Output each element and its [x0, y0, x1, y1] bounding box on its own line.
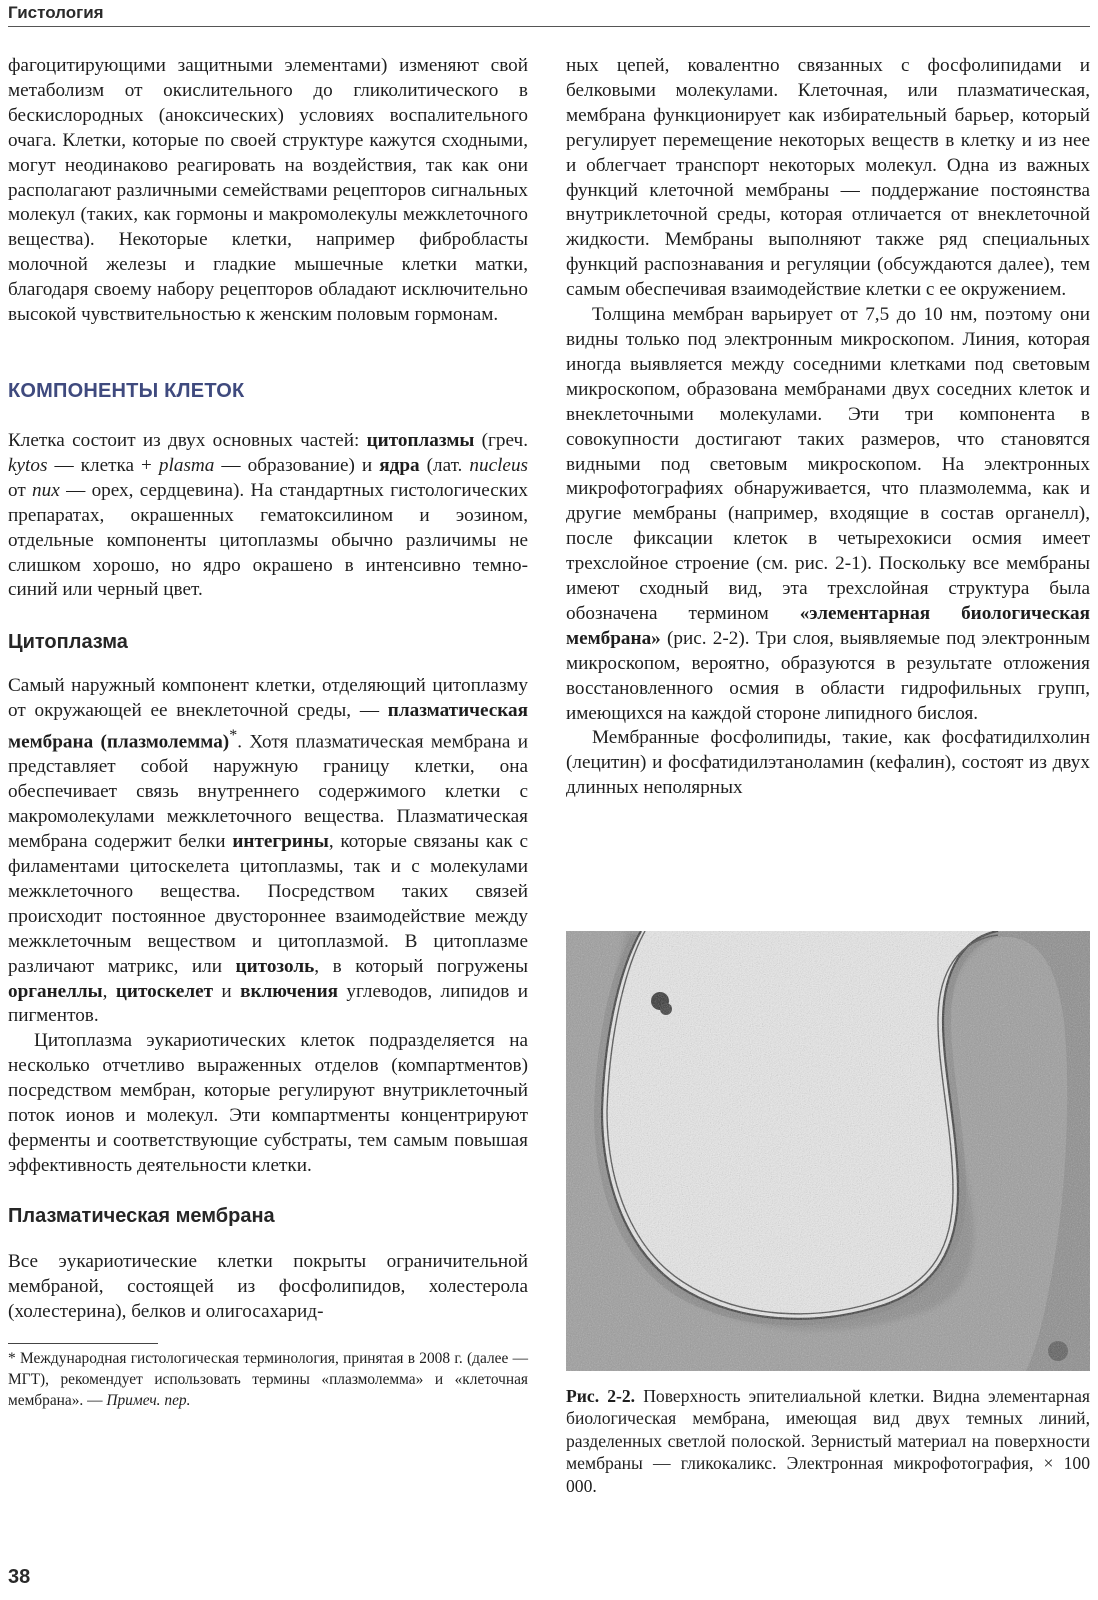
figure-caption — [566, 1385, 1090, 1497]
micrograph-image — [566, 931, 1090, 1371]
paragraph-cytoplasm-1: Самый наружный компонент клетки, отделяющий цитоплазму от окружающей ее внеклеточной среды, — плазматическая мембрана (плазмолемма)*. Хотя плазматическая мембрана и представляет собой наружную границу клетки, она обеспечивает связь внутреннего содержимого клетки с макромолекулами межклеточного вещества. Плазматическая мембрана содержит белки интегрины, которые связаны как с филаментами цитоскелета цитоплазмы, так и с молекулами межклеточного вещества. Посредством таких связей происходит постоянное двустороннее взаимодействие между межклеточным веществом и цитоплазмой. В цитоплазме различают матрикс, или цитозоль, в который погружены органеллы, цитоскелет и включения углеводов, липидов и пигментов. — [8, 675, 528, 1027]
paragraph-cytoplasm-2: Цитоплазма эукариотических клеток подразделяется на несколько отчетливо выраженных отделов (компартментов) посредством мембран, которые регулируют внутриклеточный поток ионов и молекул. Эти компартменты концентрируют ферменты и соответствующие субстраты, тем самым повышая эффективность деятельности клетки. — [8, 1030, 528, 1176]
footnote: * Международная гистологическая терминология, принятая в 2008 г. (далее — МГТ), рекомендует использовать термины «плазмолемма» и «клеточная мембрана». — Примеч. пер. — [8, 1349, 528, 1409]
page-number: 38 — [8, 1566, 31, 1588]
figure-caption-text: Поверхность эпителиальной клетки. Видна элементарная биологическая мембрана, имеющая вид двух темных линий, разделенных светлой полоской. Зернистый материал на поверхности мембраны — гликокаликс. Электронная микрофотография, × 100 000. — [566, 1386, 1090, 1496]
subsection-heading-cytoplasm: Цитоплазма — [8, 631, 128, 654]
running-head — [8, 0, 1090, 27]
running-head-title: Гистология — [8, 3, 104, 22]
paragraph-intro: фагоцитирующими защитными элементами) изменяют свой метаболизм от окислительного до гликолитического в бескислородных (аноксических) условиях воспалительного очага. Клетки, которые по своей структуре кажутся сходными, могут неодинаково реагировать на воздействия, так как они располагают различными семействами рецепторов сигнальных молекул (таких, как гормоны и макромолекулы межклеточного вещества). Некоторые клетки, например фибробласты молочной железы и гладкие мышечные клетки матки, благодаря своему набору рецепторов обладают исключительно высокой чувствительностью к женским половым гормонам. — [8, 55, 528, 326]
footnote-marker: * — [229, 727, 238, 745]
paragraph-phospholipids: Мембранные фосфолипиды, такие, как фосфатидилхолин (лецитин) и фосфатидилэтаноламин (кефалин), состоят из двух длинных неполярных — [566, 727, 1090, 799]
paragraph-membrane-thickness: Толщина мембран варьирует от 7,5 до 10 нм, поэтому они видны только под электронным микроскопом. Линия, которая иногда выявляется между соседними клетками под световым микроскопом, образована мембранами двух соседних клеток и внеклеточными молекулами. Эти три компонента в совокупности достигают таких размеров, что становятся видными под световым микроскопом. На электронных микрофотографиях обнаруживается, что плазмолемма, как и другие мембраны (например, входящие в состав органелл), после фиксации клеток в четырехокиси осмия имеет трехслойное строение (см. рис. 2-1). Поскольку все мембраны имеют сходный вид, эта трехслойная структура была обозначена термином «элементарная биологическая мембрана» (рис. 2-2). Три слоя, выявляемые под электронным микроскопом, вероятно, образуются в результате отложения восстановленного осмия в области гидрофильных групп, имеющихся на каждой стороне липидного бислоя. — [566, 304, 1091, 724]
electron-micrograph-figure — [566, 931, 1090, 1371]
paragraph-membrane-function: ных цепей, ковалентно связанных с фосфолипидами и белковыми молекулами. Клеточная, или плазматическая, мембрана функционирует как избирательный барьер, который регулирует перемещение некоторых веществ в клетку и из нее и облегчает транспорт некоторых молекул. Одна из важных функций клеточной мембраны — поддержание постоянства внутриклеточной среды, которая отличается от внеклеточной жидкости. Мембраны выполняют также ряд специальных функций распознавания и регуляции (обсуждаются далее), тем самым обеспечивая взаимодействие клетки с ее окружением. — [566, 55, 1090, 301]
left-column — [8, 54, 528, 1411]
footnote-divider — [8, 1343, 158, 1344]
paragraph-components: Клетка состоит из двух основных частей: цитоплазмы (греч. kytos — клетка + plasma — образование) и ядра (лат. nucleus от nux — орех, сердцевина). На стандартных гистологических препаратах, окрашенных гематоксилином и эозином, отдельные компоненты цитоплазмы обычно различимы не слишком хорошо, но ядро окрашено в интенсивно темно-синий или черный цвет. — [8, 429, 529, 601]
figure-label: Рис. 2-2. — [566, 1386, 636, 1406]
right-column — [566, 54, 1090, 801]
paragraph-plasma-membrane: Все эукариотические клетки покрыты ограничительной мембраной, состоящей из фосфолипидов, холестерола (холестерина), белков и олигосахарид- — [8, 1250, 528, 1322]
section-heading-components: КОМПОНЕНТЫ КЛЕТОК — [8, 379, 245, 402]
subsection-heading-plasma-membrane: Плазматическая мембрана — [8, 1204, 275, 1227]
